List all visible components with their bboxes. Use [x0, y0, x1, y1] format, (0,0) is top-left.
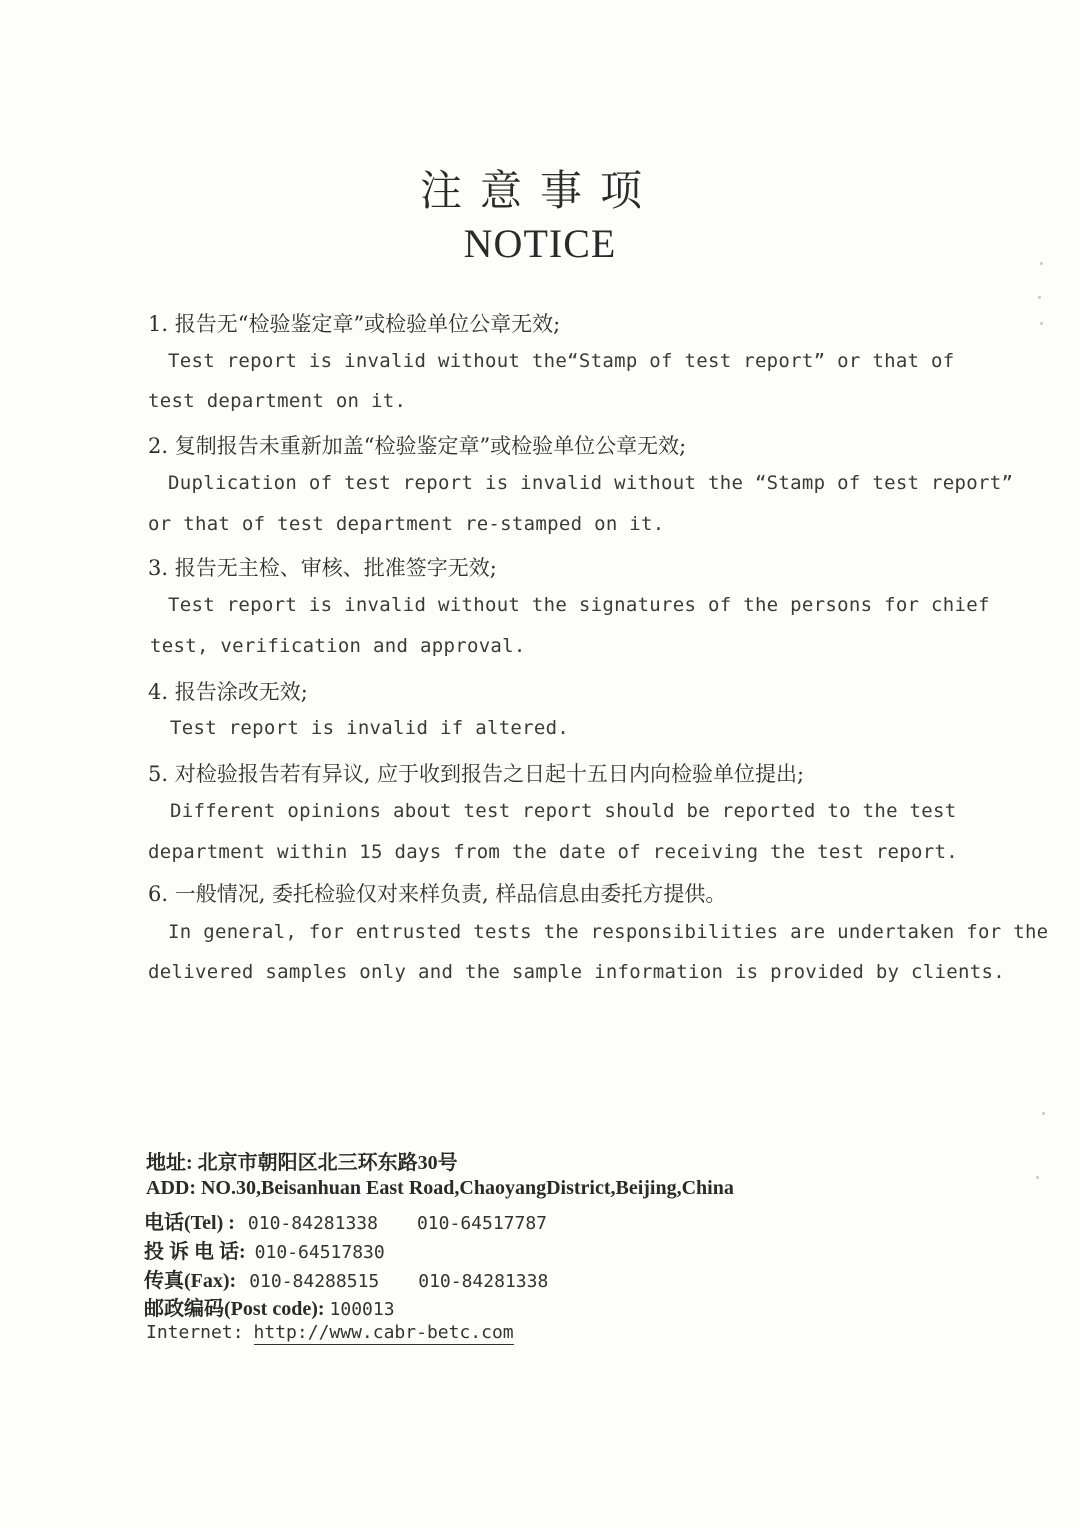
notice-item-2-cn: 2. 复制报告未重新加盖“检验鉴定章”或检验单位公章无效; — [148, 434, 687, 458]
notice-item-1-en-line-1: Test report is invalid without the“Stamp of test report” or that of — [168, 350, 955, 372]
fax-label: 传真(Fax): — [144, 1270, 237, 1292]
internet-row — [146, 1322, 514, 1343]
notice-item-3-en-line-1: Test report is invalid without the signatures of the persons for chief — [168, 594, 990, 616]
internet-link[interactable]: http://www.cabr-betc.com — [253, 1322, 514, 1343]
complaint-row — [144, 1235, 385, 1264]
internet-label: Internet: — [146, 1322, 244, 1343]
tel-row — [144, 1206, 547, 1235]
fax-row — [144, 1264, 548, 1293]
postcode-row — [144, 1292, 395, 1321]
notice-item-1-en-line-2: test department on it. — [148, 390, 407, 412]
notice-item-3-cn: 3. 报告无主检、审核、批准签字无效; — [148, 556, 497, 580]
notice-item-3-en-line-2: test, verification and approval. — [150, 635, 526, 657]
page-title-en: NOTICE — [463, 221, 617, 266]
notice-item-5-en-line-1: Different opinions about test report should be reported to the test — [170, 800, 957, 822]
fax-number-2: 010-84281338 — [418, 1271, 549, 1292]
address-cn-label: 地址: — [146, 1152, 193, 1174]
notice-item-6-cn: 6. 一般情况, 委托检验仅对来样负责, 样品信息由委托方提供。 — [148, 882, 727, 906]
notice-item-1-cn: 1. 报告无“检验鉴定章”或检验单位公章无效; — [148, 312, 561, 336]
notice-item-4-cn: 4. 报告涂改无效; — [148, 680, 308, 704]
notice-item-5-en-line-2: department within 15 days from the date of receiving the test report. — [148, 841, 958, 863]
tel-number-1: 010-84281338 — [247, 1213, 378, 1234]
notice-item-4-en-line-1: Test report is invalid if altered. — [170, 717, 570, 739]
scan-speck — [1040, 322, 1043, 325]
tel-label: 电话(Tel) : — [144, 1212, 235, 1234]
complaint-number: 010-64517830 — [254, 1242, 385, 1263]
scan-speck — [1040, 262, 1043, 265]
complaint-label: 投 诉 电 话: — [144, 1241, 246, 1263]
notice-item-2-en-line-1: Duplication of test report is invalid without the “Stamp of test report” — [168, 472, 1014, 494]
page-title-cn: 注意事项 — [419, 166, 660, 215]
notice-item-6-en-line-2: delivered samples only and the sample information is provided by clients. — [148, 961, 1005, 983]
address-cn-value: 北京市朝阳区北三环东路30号 — [197, 1152, 458, 1174]
address-en: ADD: NO.30,Beisanhuan East Road,ChaoyangDistrict,Beijing,China — [146, 1177, 734, 1199]
postcode-value: 100013 — [329, 1299, 395, 1320]
fax-number-1: 010-84288515 — [249, 1271, 380, 1292]
scan-speck — [1042, 1112, 1045, 1115]
notice-item-6-en-line-1: In general, for entrusted tests the responsibilities are undertaken for the — [168, 921, 1049, 943]
postcode-label: 邮政编码(Post code): — [144, 1298, 325, 1320]
scan-speck — [1036, 1176, 1039, 1179]
address-cn — [146, 1146, 458, 1175]
notice-item-5-cn: 5. 对检验报告若有异议, 应于收到报告之日起十五日内向检验单位提出; — [148, 762, 805, 786]
notice-item-2-en-line-2: or that of test department re-stamped on it. — [148, 513, 665, 535]
scan-speck — [1038, 296, 1041, 299]
tel-number-2: 010-64517787 — [416, 1213, 548, 1234]
